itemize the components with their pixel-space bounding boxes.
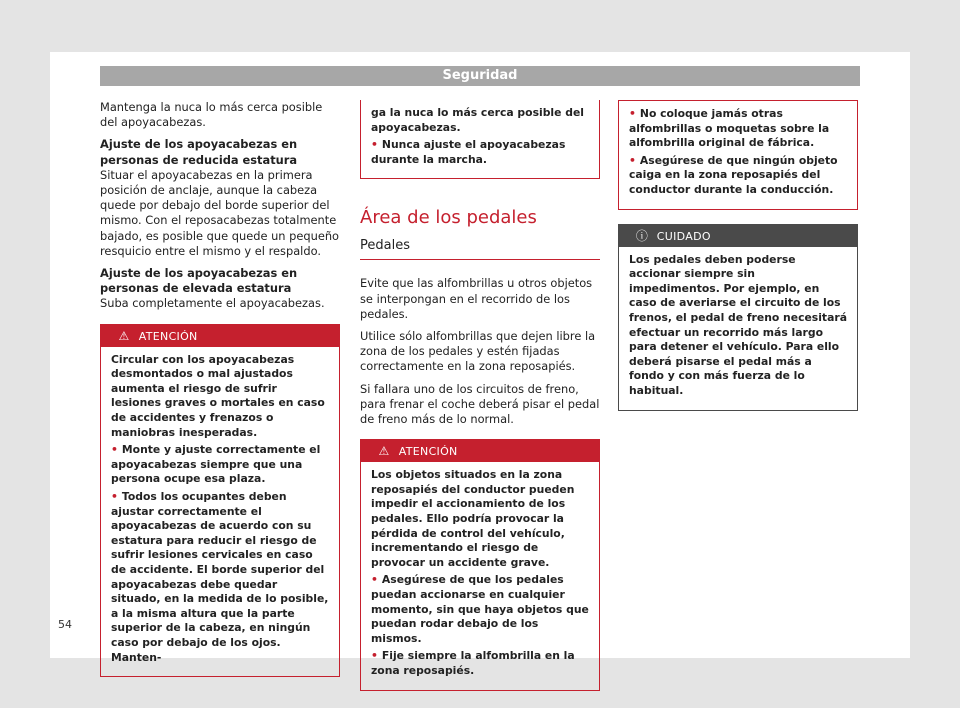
warning-bullet: • No coloque jamás otras alfombrillas o moquetas sobre la alfombrilla original de fábrica. (629, 107, 830, 150)
intro-text: Mantenga la nuca lo más cerca posible del apoyacabezas. (100, 100, 323, 130)
bullet-icon: • (629, 153, 636, 167)
subheading-short-stature: Ajuste de los apoyacabezas en personas de reducida estatura (100, 137, 298, 167)
subheading-tall-stature: Ajuste de los apoyacabezas en personas de elevada estatura (100, 266, 298, 296)
paragraph-tall-stature: Suba completamente el apoyacabezas. (100, 296, 325, 311)
caution-label: CUIDADO (656, 229, 711, 243)
warning-continued-text: ga la nuca lo más cerca posible del apoyacabezas. (371, 106, 584, 134)
warning-bullet: • Asegúrese de que los pedales puedan accionarse en cualquier momento, sin que haya objetos que puedan rodar debajo de los mismos. (371, 573, 589, 645)
page-number: 54 (58, 618, 72, 631)
bullet-icon: • (111, 489, 118, 503)
warning-header (101, 325, 339, 347)
warning-text: Los objetos situados en la zona reposapiés del conductor pueden impedir el accionamiento de los pedales. Ello podría provocar la pérdida de control del vehículo, incrementando el riesgo de provocar un accidente grave. (371, 468, 575, 569)
pedals-paragraph: Si fallara uno de los circuitos de freno, para frenar el coche deberá pisar el pedal de freno más de lo normal. (360, 381, 600, 426)
bullet-icon: • (371, 573, 378, 587)
warning-triangle-icon: ⚠ (118, 328, 130, 343)
info-circle-icon: ⓘ (635, 228, 649, 243)
warning-bullet: • Nunca ajuste el apoyacabezas durante la marcha. (371, 138, 566, 166)
caution-box (618, 224, 858, 411)
warning-box-headrest (100, 324, 340, 677)
page-header: Seguridad (100, 66, 860, 86)
pedals-paragraph: Utilice sólo alfombrillas que dejen libre la zona de los pedales y estén fijadas correctamente en la zona reposapiés. (360, 328, 596, 374)
bullet-icon: • (371, 649, 378, 663)
warning-label: ATENCIÓN (138, 329, 198, 343)
pedals-paragraph: Evite que las alfombrillas u otros objetos se interpongan en el recorrido de los pedales. (360, 276, 593, 321)
caution-header (619, 225, 857, 247)
paragraph-short-stature: Situar el apoyacabezas en la primera posición de anclaje, aunque la cabeza quede por debajo del borde superior del mismo. Con el reposacabezas totalmente bajado, es posible que quede un pequeño resquicio entre el mismo y el respaldo. (100, 167, 340, 258)
section-title: Área de los pedales (360, 207, 537, 229)
warning-box-continued (360, 100, 600, 179)
column-middle (360, 100, 600, 691)
warning-triangle-icon: ⚠ (378, 444, 390, 459)
warning-bullet: • Asegúrese de que ningún objeto caiga en la zona reposapiés del conductor durante la conducción. (629, 153, 838, 196)
warning-header (361, 440, 599, 462)
warning-box-continued-mats (618, 100, 858, 210)
warning-bullet: • Todos los ocupantes deben ajustar correctamente el apoyacabezas de acuerdo con su estatura para reducir el riesgo de sufrir lesiones cervicales en caso de accidente. El borde superior del apoyacabezas debe quedar situado, en la medida de lo posible, a la misma altura que la parte superior de la cabeza, en ningún caso por debajo de los ojos. Manten- (111, 489, 329, 664)
warning-box-pedals (360, 439, 600, 690)
column-right (618, 100, 858, 411)
bullet-icon: • (111, 443, 118, 457)
warning-label: ATENCIÓN (398, 445, 458, 459)
warning-bullet: • Monte y ajuste correctamente el apoyacabezas siempre que una persona ocupe esa plaza. (111, 443, 321, 486)
column-left (100, 100, 340, 677)
bullet-icon: • (629, 107, 636, 120)
bullet-icon: • (371, 138, 378, 152)
caution-text: Los pedales deben poderse accionar siempre sin impedimentos. Por ejemplo, en caso de averiarse el circuito de los frenos, el pedal de freno necesitará efectuar un recorrido más largo para detener el vehículo. Para ello deberá pisarse el pedal más a fondo y con más fuerza de lo habitual. (629, 252, 847, 397)
warning-text: Circular con los apoyacabezas desmontados o mal ajustados aumenta el riesgo de sufrir lesiones graves o mortales en caso de accidentes y frenazos o maniobras inesperadas. (111, 352, 325, 439)
warning-bullet: • Fije siempre la alfombrilla en la zona reposapiés. (371, 649, 575, 677)
section-subtitle: Pedales (360, 238, 600, 260)
